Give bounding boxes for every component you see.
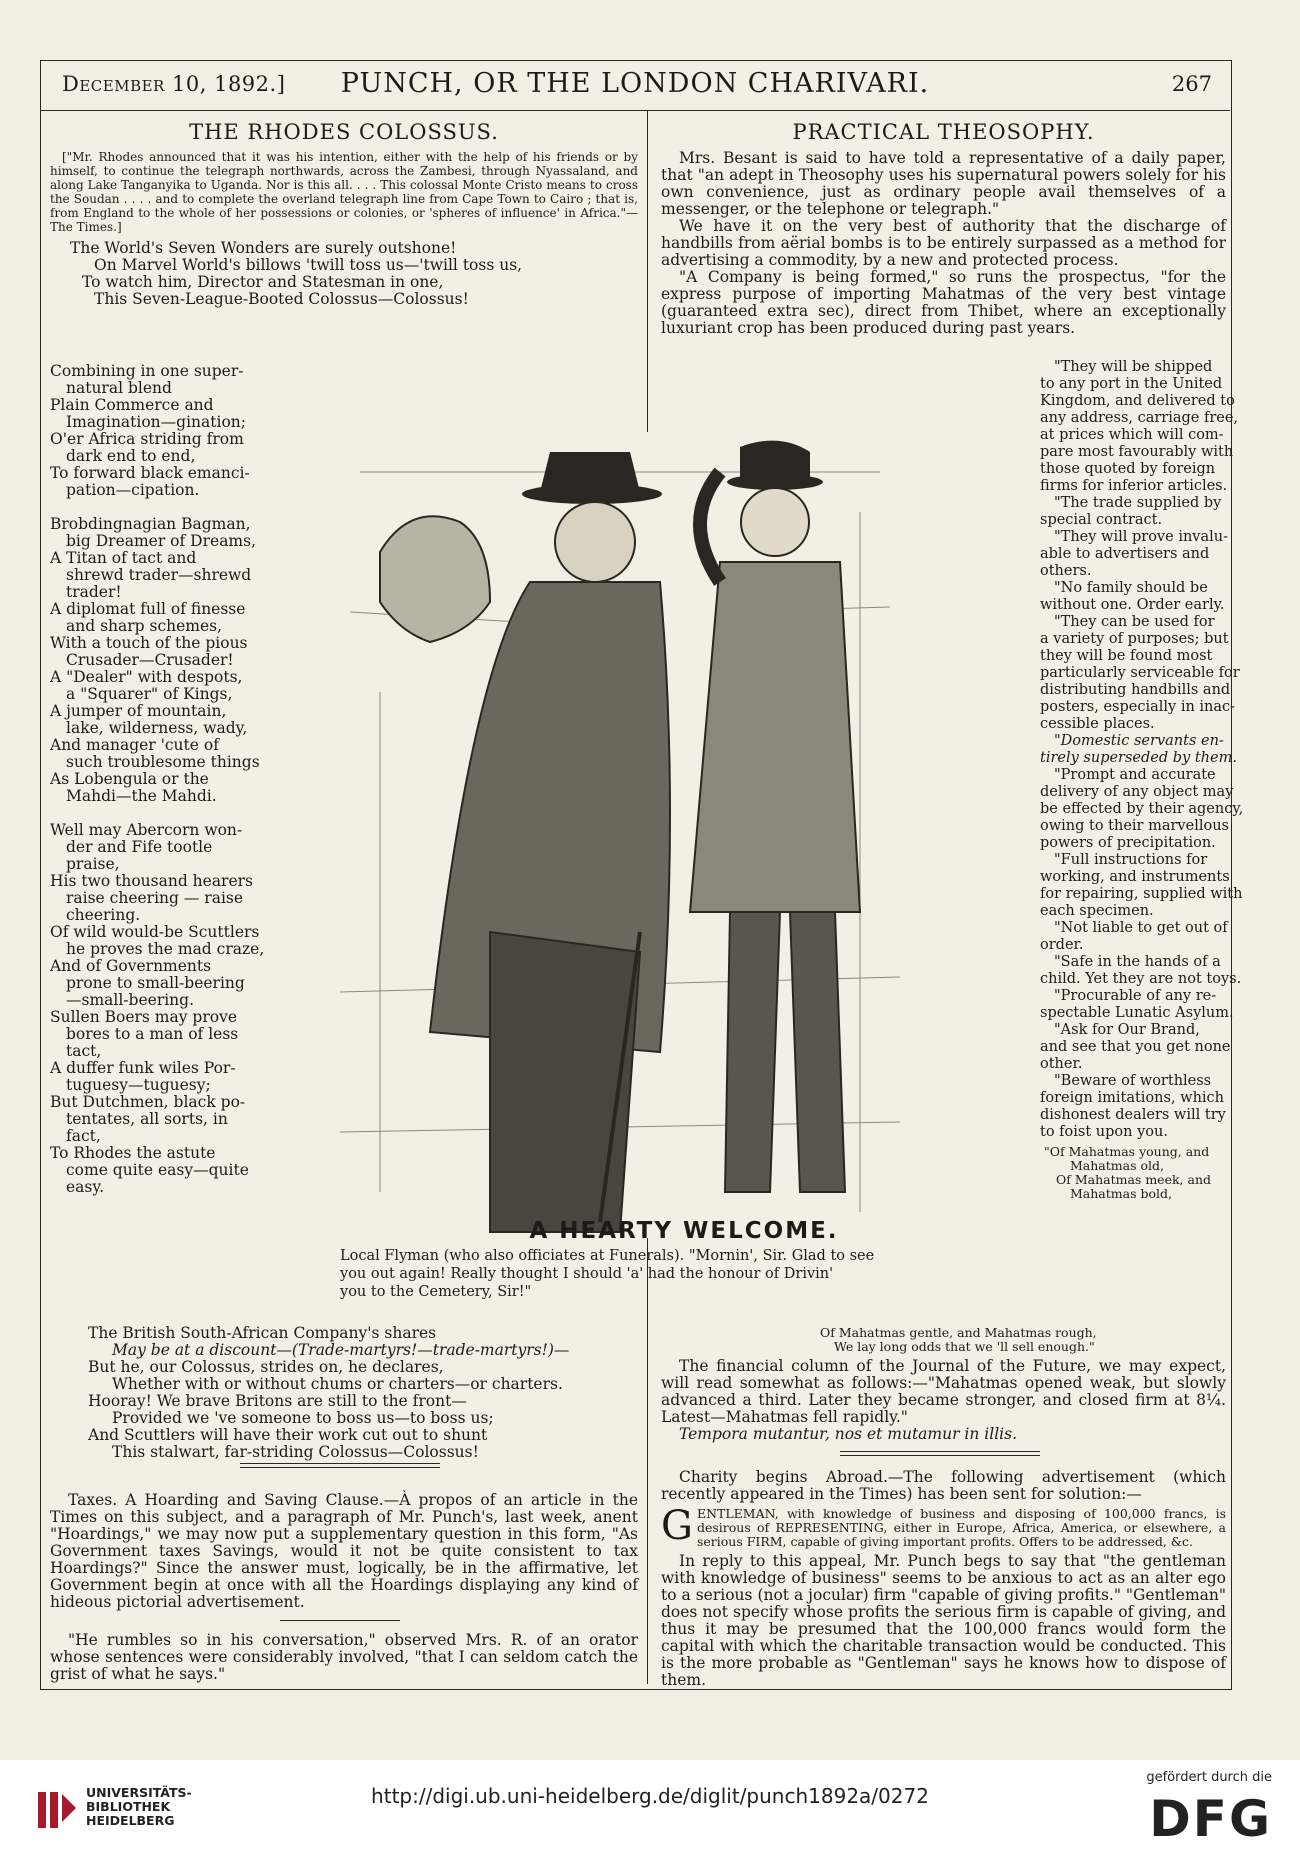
verse-line: Of wild would-be Scuttlers	[50, 923, 260, 941]
verse-line: On Marvel World's billows 'twill toss us—'twill toss us,	[94, 256, 523, 274]
verse-line: praise,	[66, 855, 120, 873]
verse-line: A "Dealer" with despots,	[50, 668, 243, 686]
verse-line: lake, wilderness, wady,	[66, 719, 248, 737]
verse-line: Mahdi—the Mahdi.	[66, 787, 217, 805]
verse-line: To forward black emanci-	[50, 464, 250, 482]
verse-line: Well may Abercorn won-	[50, 821, 243, 839]
verse-line: Plain Commerce and	[50, 396, 214, 414]
verse-line: Sullen Boers may prove	[50, 1008, 237, 1026]
verse-line: tuguesy—tuguesy;	[66, 1076, 211, 1094]
text-line: "Full instructions for	[1054, 852, 1208, 868]
theosophy-paragraph: We have it on the very best of authority that the discharge of handbills from aërial bombs is to be entirely surpassed as a method for advertising a commodity, by a new and protected process.	[661, 217, 1226, 269]
funding-note: gefördert durch die	[1146, 1770, 1272, 1785]
verse-line: come quite easy—quite	[66, 1161, 249, 1179]
verse-line: natural blend	[66, 379, 172, 397]
verse-line: His two thousand hearers	[50, 872, 254, 890]
text-line: a variety of purposes; but	[1040, 631, 1229, 647]
theosophy-verse-end	[820, 1326, 1220, 1354]
header-page-number: 267	[1171, 72, 1212, 96]
verse-line: cheering.	[66, 906, 141, 924]
drop-cap: G	[661, 1503, 693, 1549]
verse-line: O'er Africa striding from	[50, 430, 244, 448]
charity-article	[661, 1469, 1226, 1689]
text-line: delivery of any object may	[1040, 784, 1234, 800]
text-line: and see that you get none	[1040, 1039, 1231, 1055]
verse-line: Provided we 've someone to boss us—to boss us;	[112, 1409, 494, 1427]
verse-line: such troublesome things	[66, 753, 260, 771]
verse-line: fact,	[66, 1127, 101, 1145]
rhodes-title: THE RHODES COLOSSUS.	[189, 120, 499, 144]
verse-line: The British South-African Company's shares	[88, 1324, 437, 1342]
verse-line: shrewd trader—shrewd	[66, 566, 252, 584]
verse-line: We lay long odds that we 'll sell enough."	[834, 1339, 1095, 1354]
text-line: they will be found most	[1040, 648, 1213, 664]
rumbles-text: "He rumbles so in his conversation," observed Mrs. R. of an orator whose sentences were considerably involved, "that I can seldom catch the grist of what he says."	[50, 1631, 638, 1683]
verse-line: And Scuttlers will have their work cut out to shunt	[88, 1426, 488, 1444]
text-line: others.	[1040, 563, 1092, 579]
verse-line: A duffer funk wiles Por-	[50, 1059, 236, 1077]
verse-line: tact,	[66, 1042, 102, 1060]
stanza-gap	[50, 805, 290, 822]
text-line: "Ask for Our Brand,	[1054, 1022, 1200, 1038]
cartoon-caption-line: you to the Cemetery, Sir!"	[340, 1284, 532, 1300]
text-line: "Domestic servants en-	[1054, 733, 1224, 749]
rhodes-verse-bottom	[88, 1325, 638, 1461]
verse-line: This Seven-League-Booted Colossus—Colossus!	[94, 290, 469, 308]
stanza-gap	[50, 499, 290, 516]
text-line: "Prompt and accurate	[1054, 767, 1216, 783]
verse-line: dark end to end,	[66, 447, 196, 465]
right-column	[661, 118, 1226, 337]
text-line: spectable Lunatic Asylum.	[1040, 1005, 1234, 1021]
text-line: to any port in the United	[1040, 376, 1223, 392]
text-line: "Safe in the hands of a	[1054, 954, 1221, 970]
text-line: dishonest dealers will try	[1040, 1107, 1226, 1123]
theosophy-paragraph: Tempora mutantur, nos et mutamur in illis.	[679, 1425, 1018, 1443]
text-line: working, and instruments	[1040, 869, 1230, 885]
short-rule	[280, 1620, 400, 1621]
rhodes-note: ["Mr. Rhodes announced that it was his intention, either with the help of his friends or by himself, to continue the telegraph northwards, across the Zambesi, through Nyassaland, and along Lake Tanganyika to Uganda. Nor is this all. . . . This colossal Monte Cristo means to cross the Soudan . . . . and to complete the overland telegraph line from Cape Town to Cairo ; that is, from England to the whole of her possessions or colonies, or 'spheres of influence' in Africa."—The Times.]	[50, 150, 638, 234]
verse-line: tentates, all sorts, in	[66, 1110, 228, 1128]
left-column	[50, 118, 638, 308]
digitization-footer	[0, 1760, 1300, 1851]
text-line: be effected by their agency,	[1040, 801, 1244, 817]
text-line: able to advertisers and	[1040, 546, 1210, 562]
verse-line: With a touch of the pious	[50, 634, 248, 652]
rhodes-verse-top	[50, 240, 638, 308]
text-line: each specimen.	[1040, 903, 1154, 919]
verse-line: A Titan of tact and	[50, 549, 197, 567]
text-line: special contract.	[1040, 512, 1163, 528]
verse-line: big Dreamer of Dreams,	[66, 532, 257, 550]
rumbles-article	[50, 1632, 638, 1683]
rhodes-verse-narrow	[50, 363, 290, 1196]
text-line: child. Yet they are not toys.	[1040, 971, 1242, 987]
cartoon-caption-line: you out again! Really thought I should 'a' had the honour of Drivin'	[340, 1266, 834, 1282]
text-line: order.	[1040, 937, 1084, 953]
verse-line: To watch him, Director and Statesman in one,	[82, 273, 444, 291]
verse-line: Whether with or without chums or charters—or charters.	[112, 1375, 563, 1393]
verse-line: And manager 'cute of	[50, 736, 219, 754]
theosophy-title: PRACTICAL THEOSOPHY.	[792, 120, 1095, 144]
verse-line: A diplomat full of finesse	[50, 600, 246, 618]
library-name-line: BIBLIOTHEK	[86, 1799, 171, 1814]
text-line: "No family should be	[1054, 580, 1208, 596]
taxes-text: Taxes. A Hoarding and Saving Clause.—À propos of an article in the Times on this subject, and a paragraph of Mr. Punch's, last week, anent "Hoardings," we may now put a supplementary question in this form, "As Government taxes Savings, would it not be quite consistent to tax Hoardings?" Since the answer must, logically, be in the affirmative, let Government begin at once with all the Hoardings displaying any kind of hideous pictorial advertisement.	[50, 1491, 638, 1611]
text-line: those quoted by foreign	[1040, 461, 1216, 477]
header-date: December 10, 1892.]	[62, 72, 286, 96]
header-title: PUNCH, OR THE LONDON CHARIVARI.	[340, 68, 930, 99]
verse-line: easy.	[66, 1178, 104, 1196]
verse-line: Crusader—Crusader!	[66, 651, 234, 669]
verse-line: And of Governments	[50, 957, 212, 975]
cartoon-title: A HEARTY WELCOME.	[529, 1218, 839, 1244]
newspaper-page	[40, 60, 1270, 1689]
verse-line: Combining in one super-	[50, 362, 244, 380]
theosophy-conclusion	[661, 1358, 1226, 1443]
library-name-line: UNIVERSITÄTS-	[86, 1785, 192, 1800]
theosophy-paragraph: "A Company is being formed," so runs the prospectus, "for the express purpose of importing Mahatmas of the very best vintage (guaranteed extra sec), direct from Thibet, where an exceptionally luxuriant crop has been produced during past years.	[661, 268, 1226, 337]
verse-line: and sharp schemes,	[66, 617, 223, 635]
verse-line: May be at a discount—(Trade-martyrs!—trade-martyrs!)—	[112, 1341, 570, 1359]
text-line: "Not liable to get out of	[1054, 920, 1228, 936]
verse-line: bores to a man of less	[66, 1025, 239, 1043]
verse-line: The World's Seven Wonders are surely outshone!	[70, 239, 457, 257]
text-line: particularly serviceable for	[1040, 665, 1240, 681]
text-line: pare most favourably with	[1040, 444, 1234, 460]
verse-line: Of Mahatmas gentle, and Mahatmas rough,	[820, 1325, 1097, 1340]
text-line: "They can be used for	[1054, 614, 1215, 630]
text-line: any address, carriage free,	[1040, 410, 1239, 426]
verse-line: Hooray! We brave Britons are still to the front—	[88, 1392, 467, 1410]
text-line: firms for inferior articles.	[1040, 478, 1228, 494]
verse-line: This stalwart, far-striding Colossus—Colossus!	[112, 1443, 479, 1461]
charity-intro: Charity begins Abroad.—The following advertisement (which recently appeared in the Times) has been sent for solution:—	[661, 1468, 1226, 1503]
charity-ad-text: ENTLEMAN, with knowledge of business and disposing of 100,000 francs, is desirous of REPRESENTING, either in Europe, Africa, America, or elsewhere, a serious FIRM, capable of giving important profits. Offers to be addressed, &c.	[696, 1506, 1226, 1549]
verse-line: A jumper of mountain,	[50, 702, 227, 720]
text-line: powers of precipitation.	[1040, 835, 1216, 851]
theosophy-paragraph: The financial column of the Journal of the Future, we may expect, will read somewhat as follows:—"Mahatmas opened weak, but slowly advanced a third. Later they became stronger, and closed firm at 8¼. Latest—Mahatmas fell rapidly."	[661, 1357, 1226, 1426]
verse-line: prone to small-beering	[66, 974, 245, 992]
section-rule	[240, 1463, 440, 1468]
verse-line: der and Fife tootle	[66, 838, 213, 856]
text-line: without one. Order early.	[1040, 597, 1225, 613]
source-url-link[interactable]: http://digi.ub.uni-heidelberg.de/diglit/punch1892a/0272	[371, 1784, 929, 1808]
text-line: "They will prove invalu-	[1054, 529, 1229, 545]
text-line: distributing handbills and	[1040, 682, 1231, 698]
library-name-line: HEIDELBERG	[86, 1813, 175, 1828]
verse-line: But he, our Colossus, strides on, he declares,	[88, 1358, 444, 1376]
text-line: "They will be shipped	[1054, 359, 1213, 375]
verse-line: Brobdingnagian Bagman,	[50, 515, 251, 533]
verse-line: "Of Mahatmas young, and	[1044, 1144, 1210, 1159]
verse-line: Of Mahatmas meek, and	[1056, 1172, 1211, 1187]
text-line: foreign imitations, which	[1040, 1090, 1225, 1106]
page-header	[40, 60, 1230, 111]
verse-line: raise cheering — raise	[66, 889, 244, 907]
text-line: tirely superseded by them.	[1040, 750, 1237, 766]
charity-advertisement	[661, 1503, 1226, 1549]
section-rule	[840, 1451, 1040, 1456]
cartoon-illustration	[340, 432, 1028, 1244]
text-line: cessible places.	[1040, 716, 1155, 732]
text-line: to foist upon you.	[1040, 1124, 1168, 1140]
verse-line: a "Squarer" of Kings,	[66, 685, 233, 703]
verse-line: Mahatmas bold,	[1070, 1186, 1172, 1201]
verse-line: Imagination—gination;	[66, 413, 246, 431]
charity-reply: In reply to this appeal, Mr. Punch begs to say that "the gentleman with knowledge of business" seems to be anxious to act as an alter ego to a serious (not a jocular) firm "capable of giving profits." "Gentleman" does not specify whose profits the serious firm is capable of giving, and thus it may be presumed that the 100,000 francs would form the capital with which the charitable transaction would be conducted. This is the more probable as "Gentleman" says he knows how to dispose of them.	[661, 1552, 1226, 1689]
theosophy-narrow	[1040, 359, 1244, 1201]
verse-line: But Dutchmen, black po-	[50, 1093, 246, 1111]
cartoon-drawing	[340, 432, 900, 1238]
taxes-article	[50, 1492, 638, 1611]
verse-line: pation—cipation.	[66, 481, 200, 499]
text-line: "Beware of worthless	[1054, 1073, 1212, 1089]
verse-line: trader!	[66, 583, 122, 601]
text-line: at prices which will com-	[1040, 427, 1224, 443]
text-line: owing to their marvellous	[1040, 818, 1229, 834]
verse-line: —small-beering.	[66, 991, 195, 1009]
text-line: other.	[1040, 1056, 1083, 1072]
verse-line: he proves the mad craze,	[66, 940, 265, 958]
verse-line: To Rhodes the astute	[50, 1144, 216, 1162]
verse-line: As Lobengula or the	[50, 770, 209, 788]
text-line: posters, especially in inac-	[1040, 699, 1236, 715]
text-line: Kingdom, and delivered to	[1040, 393, 1235, 409]
theosophy-paragraph: Mrs. Besant is said to have told a representative of a daily paper, that "an adept in Theosophy uses his supernatural powers solely for his own convenience, just as ordinary people avail themselves of a messenger, or the telephone or telegraph."	[661, 149, 1226, 218]
theosophy-intro	[661, 150, 1226, 337]
verse-line: Mahatmas old,	[1070, 1158, 1164, 1173]
text-line: "The trade supplied by	[1054, 495, 1222, 511]
text-line: for repairing, supplied with	[1040, 886, 1243, 902]
cartoon-caption-line: Local Flyman (who also officiates at Funerals). "Mornin', Sir. Glad to see	[340, 1248, 875, 1264]
text-line: "Procurable of any re-	[1054, 988, 1217, 1004]
dfg-logo: DFG	[1149, 1790, 1272, 1848]
